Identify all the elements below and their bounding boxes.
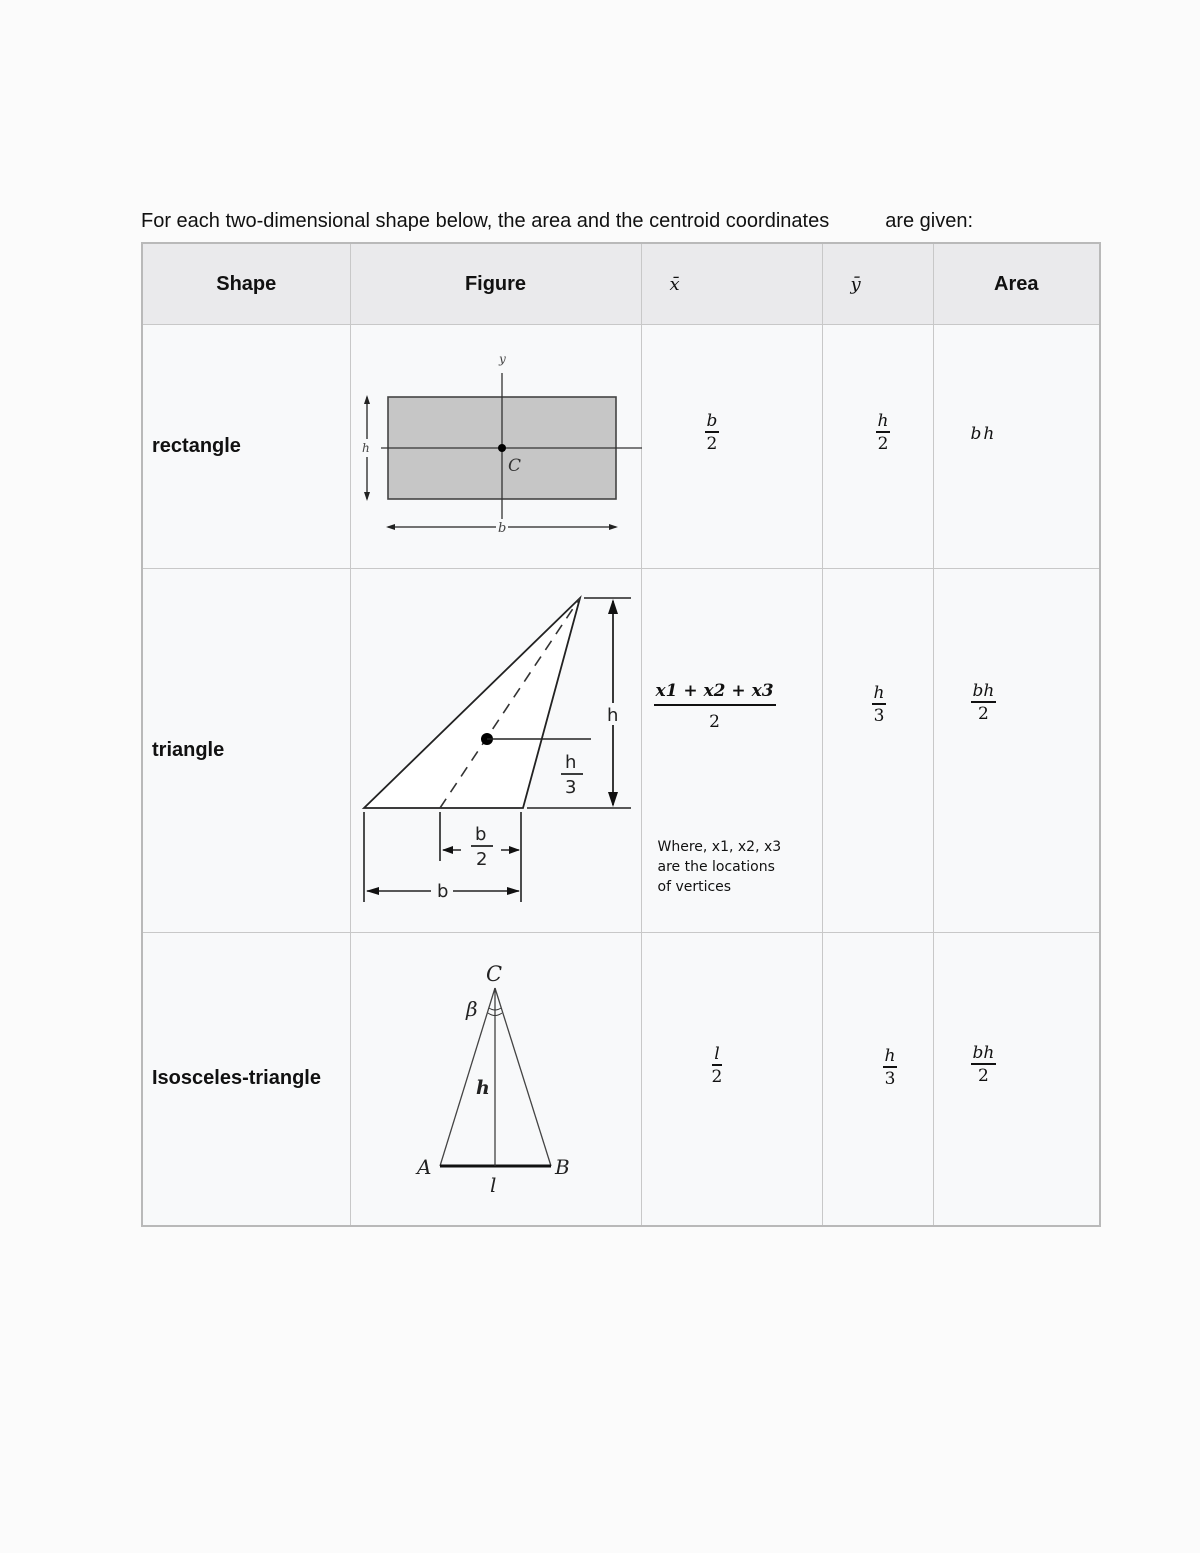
centroid-table [141,242,1101,1227]
label-third-num: h [564,752,576,773]
shape-name-rectangle: rectangle [142,325,350,569]
fraction-l-over-2 [712,1044,723,1087]
xbar-isosceles-triangle [641,933,822,1226]
header-row [142,243,1100,325]
fraction-h-over-2 [876,411,891,454]
fraction-sum-over-2 [654,681,776,732]
fraction-bh-over-2 [971,1043,997,1086]
table-row-isosceles-triangle [142,933,1100,1226]
fraction-bh-over-2 [971,681,997,724]
triangle-diagram [351,569,641,933]
area-bh: bh [970,424,997,444]
table-row-rectangle [142,325,1100,569]
fraction-denominator: 2 [711,1067,723,1087]
shape-name-triangle: triangle [142,569,350,933]
fraction-h-over-3 [883,1046,898,1089]
fraction-numerator: bh [972,681,995,701]
figure-isosceles-triangle [350,933,641,1226]
ybar-rectangle [822,325,933,569]
ybar-isosceles-triangle [822,933,933,1226]
fraction-numerator: h [873,683,885,703]
label-height: h [606,705,618,726]
figure-rectangle [350,325,641,569]
fraction-numerator: b [706,411,718,431]
label-y-axis: y [498,352,506,366]
fraction-b-over-2 [705,411,720,454]
fraction-numerator: h [877,411,889,431]
label-base: l [489,1173,496,1197]
fraction-numerator: bh [972,1043,995,1063]
intro-text [141,207,1101,237]
xbar-rectangle [641,325,822,569]
xbar-note: Where, x1, x2, x3 are the locations of vertices [657,839,782,895]
area-triangle [933,569,1100,933]
label-base: b [436,881,448,902]
label-apex: C [485,962,502,986]
header-shape: Shape [142,243,350,325]
intro-text-before: For each two-dimensional shape below, the area and the centroid coordinates [141,210,830,232]
fraction-denominator: 3 [873,706,885,726]
label-centroid: C [507,456,521,476]
header-figure: Figure [350,243,641,325]
label-base: b [497,521,506,536]
figure-triangle [350,569,641,933]
label-height: h [475,1077,490,1099]
label-half-den: 2 [475,849,487,870]
fraction-denominator: 2 [706,434,718,454]
fraction-denominator: 3 [884,1069,896,1089]
fraction-numerator: h [884,1046,896,1066]
header-ybar: ȳ [822,243,933,325]
fraction-h-over-3 [872,683,887,726]
fraction-denominator: 2 [978,1066,989,1086]
area-rectangle [933,325,1100,569]
isosceles-diagram [351,933,641,1226]
header-xbar: x̄ [641,243,822,325]
ybar-triangle [822,569,933,933]
fraction-denominator: 2 [877,434,889,454]
fraction-numerator: l [714,1044,720,1064]
fraction-denominator: 2 [978,704,989,724]
shape-name-isosceles-triangle: Isosceles-triangle [142,933,350,1226]
area-isosceles-triangle [933,933,1100,1226]
fraction-denominator: 2 [709,712,720,732]
label-vertex-a: A [416,1155,431,1179]
label-third-den: 3 [564,777,576,798]
table-row-triangle [142,569,1100,933]
label-height: h [361,441,370,455]
header-area: Area [933,243,1100,325]
rectangle-diagram [351,325,641,569]
xbar-triangle [641,569,822,933]
label-half-num: b [474,824,486,845]
triangle-shape [364,598,580,808]
fraction-numerator: x1 + x2 + x3 [654,681,776,706]
right-side [495,988,551,1166]
centroid-dot [498,444,506,452]
label-vertex-b: B [554,1155,570,1179]
label-angle: β [465,997,478,1021]
intro-text-after: are given: [885,210,974,232]
